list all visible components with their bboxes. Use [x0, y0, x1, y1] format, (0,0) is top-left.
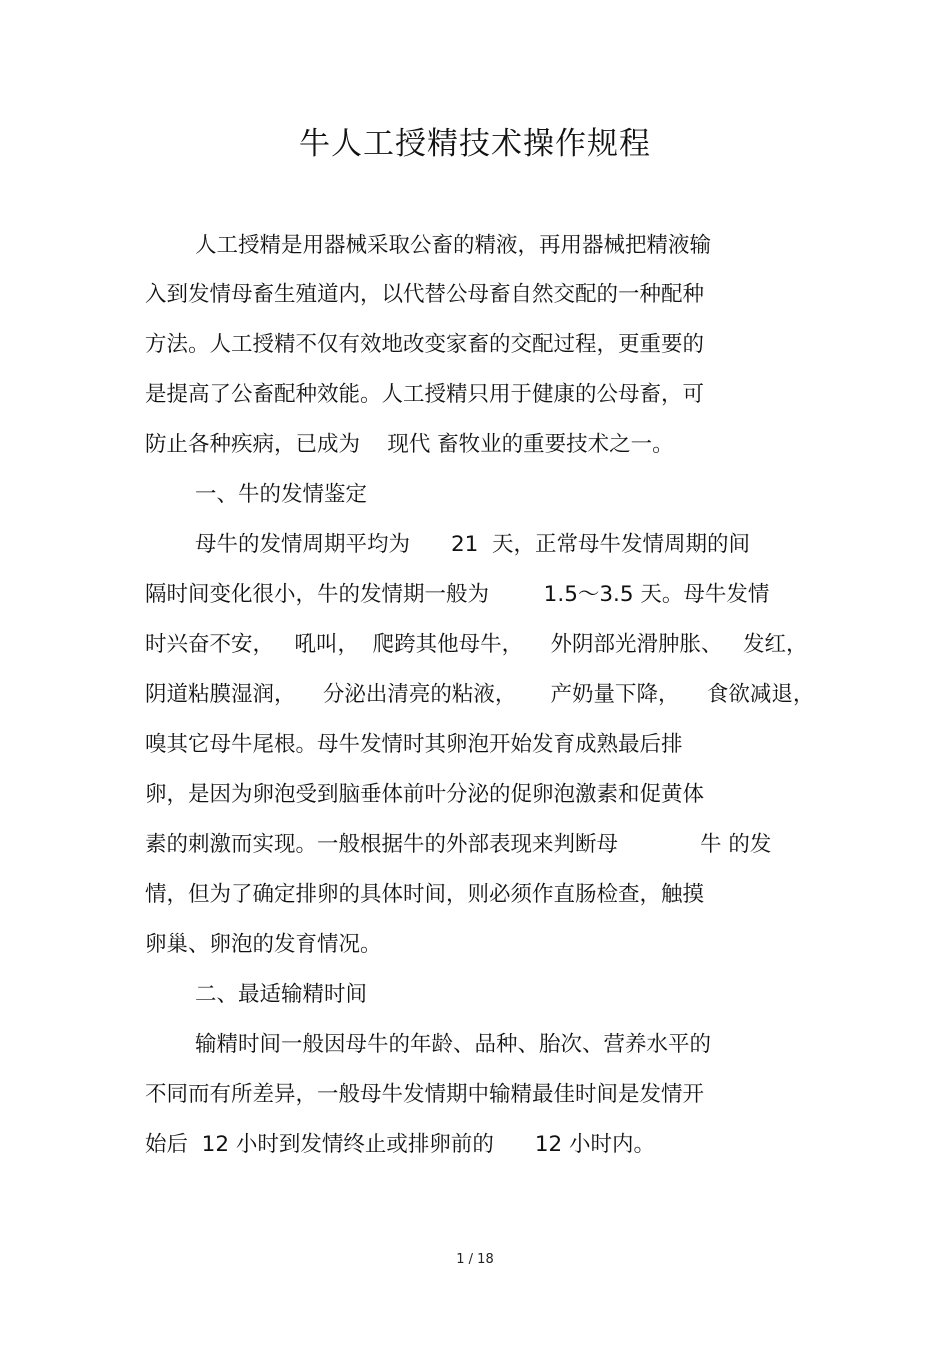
text-line: 是提高了公畜配种效能。人工授精只用于健康的公母畜，可: [145, 382, 705, 407]
page-number: 1 / 18: [456, 1252, 494, 1267]
document-title: 牛人工授精技术操作规程: [299, 126, 651, 162]
text-line: 母牛的发情周期平均为 21 天，正常母牛发情周期的间: [195, 532, 751, 557]
text-line: 阴道粘膜湿润， 分泌出清亮的粘液， 产奶量下降， 食欲减退，: [145, 682, 815, 707]
text-line: 人工授精是用器械采取公畜的精液，再用器械把精液输: [195, 233, 712, 258]
section-heading: 二、最适输精时间: [195, 982, 368, 1007]
text-line: 不同而有所差异，一般母牛发情期中输精最佳时间是发情开: [145, 1082, 705, 1107]
text-line: 卵巢、卵泡的发育情况。: [145, 932, 382, 957]
text-line: 始后 12 小时到发情终止或排卵前的 12 小时内。: [145, 1132, 656, 1157]
text-line: 方法。人工授精不仅有效地改变家畜的交配过程，更重要的: [145, 332, 705, 357]
text-line: 隔时间变化很小，牛的发情期一般为 1.5～3.5 天。母牛发情: [145, 582, 770, 607]
text-line: 情，但为了确定排卵的具体时间，则必须作直肠检查，触摸: [145, 882, 705, 907]
text-line: 时兴奋不安， 吼叫， 爬跨其他母牛， 外阴部光滑肿胀、 发红，: [145, 632, 808, 657]
section-heading: 一、牛的发情鉴定: [195, 482, 368, 507]
text-line: 输精时间一般因母牛的年龄、品种、胎次、营养水平的: [195, 1032, 712, 1057]
text-line: 卵，是因为卵泡受到脑垂体前叶分泌的促卵泡激素和促黄体: [145, 782, 705, 807]
text-line: 嗅其它母牛尾根。母牛发情时其卵泡开始发育成熟最后排: [145, 732, 683, 757]
text-line: 素的刺激而实现。一般根据牛的外部表现来判断母 牛 的发: [145, 832, 772, 857]
text-line: 防止各种疾病，已成为 现代 畜牧业的重要技术之一。: [145, 432, 674, 457]
text-line: 入到发情母畜生殖道内，以代替公母畜自然交配的一种配种: [145, 282, 705, 307]
